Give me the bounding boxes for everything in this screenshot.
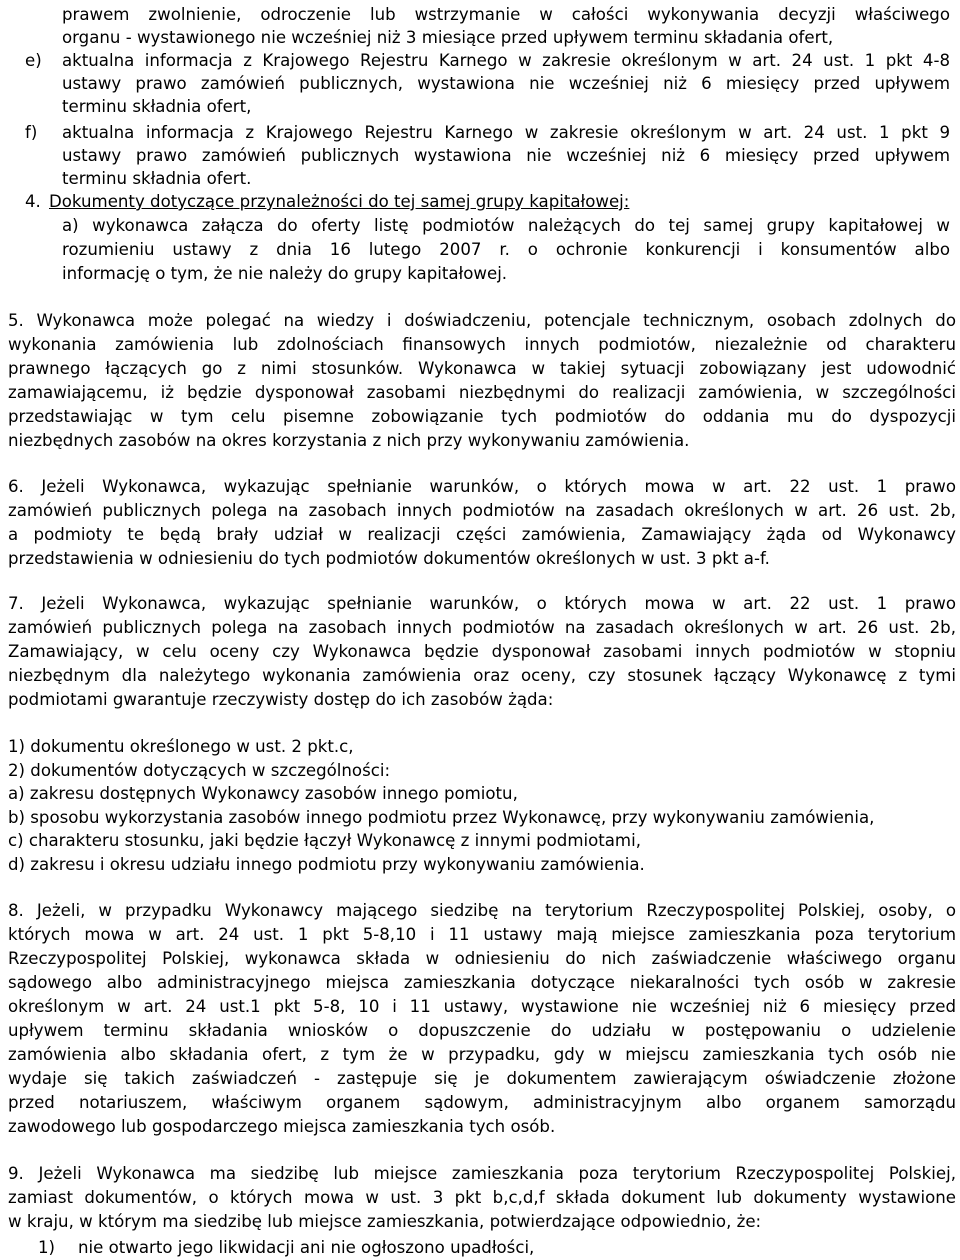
paragraph-line: organu - wystawionego nie wcześniej niż 3 miesiące przed upływem terminu składania ofert,: [62, 28, 834, 47]
paragraph-line: przed notariuszem, właściwym organem sądowym, administracyjnym albo organem samorządu: [8, 1093, 956, 1112]
paragraph-line: 9. Jeżeli Wykonawca ma siedzibę lub miejsce zamieszkania poza terytorium Rzeczypospolitej Polskiej,: [8, 1164, 956, 1183]
paragraph-line: w kraju, w którym ma siedzibę lub miejsce zamieszkania, potwierdzające odpowiednio, że:: [8, 1212, 762, 1231]
list-item: d) zakresu i okresu udziału innego podmiotu przy wykonywaniu zamówienia.: [8, 855, 645, 874]
paragraph-line: ustawy prawo zamówień publicznych, wystawiona nie wcześniej niż 6 miesięcy przed upływem: [62, 74, 950, 93]
paragraph-line: prawem zwolnienie, odroczenie lub wstrzymanie w całości wykonywania decyzji właściwego: [62, 5, 950, 24]
paragraph-line: zamawiającemu, iż będzie dysponował zasobami niezbędnymi do realizacji zamówienia, w szczególności: [8, 383, 956, 402]
paragraph-line: których mowa w art. 24 ust. 1 pkt 5-8,10 i 11 ustawy mają miejsce zamieszkania poza terytorium: [8, 925, 956, 944]
paragraph-line: zamówień publicznych polega na zasobach innych podmiotów na zasadach określonych w art. 26 ust. 2b,: [8, 501, 956, 520]
section-heading: Dokumenty dotyczące przynależności do tej samej grupy kapitałowej:: [49, 192, 630, 211]
paragraph-line: terminu składnia ofert.: [62, 169, 252, 188]
paragraph-line: wykonania zamówienia lub zdolnościach finansowych innych podmiotów, niezależnie od charakteru: [8, 335, 956, 354]
list-marker: f): [25, 123, 38, 142]
paragraph-line: sądowego albo administracyjnego miejsca zamieszkania dotyczące niekaralności tych osób w zakresie: [8, 973, 956, 992]
paragraph-line: określonym w art. 24 ust.1 pkt 5-8, 10 i 11 ustawy, wystawione nie wcześniej niż 6 miesięcy przed: [8, 997, 956, 1016]
paragraph-line: podmiotami gwarantuje rzeczywisty dostęp do ich zasobów żąda:: [8, 690, 554, 709]
paragraph-line: zamiast dokumentów, o których mowa w ust. 3 pkt b,c,d,f składa dokument lub dokumenty wystawione: [8, 1188, 956, 1207]
paragraph-line: 7. Jeżeli Wykonawca, wykazując spełnianie warunków, o których mowa w art. 22 ust. 1 prawo: [8, 594, 956, 613]
paragraph-line: Zamawiający, w celu oceny czy Wykonawca będzie dysponował zasobami innych podmiotów w stopniu: [8, 642, 956, 661]
list-item: a) zakresu dostępnych Wykonawcy zasobów innego pomiotu,: [8, 784, 518, 803]
list-item: 2) dokumentów dotyczących w szczególności:: [8, 761, 391, 780]
paragraph-line: Rzeczypospolitej Polskiej, wykonawca składa w odniesieniu do nich zaświadczenie właściwego organu: [8, 949, 956, 968]
paragraph-line: niezbędnym dla należytego wykonania zamówienia oraz oceny, czy stosunek łączący Wykonawcę z tymi: [8, 666, 956, 685]
paragraph-line: 5. Wykonawca może polegać na wiedzy i doświadczeniu, potencjale technicznym, osobach zdolnych do: [8, 311, 956, 330]
paragraph-line: 8. Jeżeli, w przypadku Wykonawcy mającego siedzibę na terytorium Rzeczypospolitej Polskiej, osoby, o: [8, 901, 956, 920]
list-item: b) sposobu wykorzystania zasobów innego podmiotu przez Wykonawcę, przy wykonywaniu zamówienia,: [8, 808, 875, 827]
list-marker: 1): [38, 1238, 56, 1257]
paragraph-line: niezbędnych zasobów na okres korzystania z nich przy wykonywaniu zamówienia.: [8, 431, 690, 450]
paragraph-line: informację o tym, że nie należy do grupy kapitałowej.: [62, 264, 508, 283]
paragraph-line: przedstawiając w tym celu pisemne zobowiązanie tych podmiotów do oddania mu do dyspozycji: [8, 407, 956, 426]
paragraph-line: a podmioty te będą brały udział w realizacji części zamówienia, Zamawiający żąda od Wykonawcy: [8, 525, 956, 544]
list-item: c) charakteru stosunku, jaki będzie łączył Wykonawcę z innymi podmiotami,: [8, 831, 641, 850]
paragraph-line: ustawy prawo zamówień publicznych wystawiona nie wcześniej niż 6 miesięcy przed upływem: [62, 146, 950, 165]
list-item: nie otwarto jego likwidacji ani nie ogłoszono upadłości,: [78, 1238, 535, 1257]
paragraph-line: prawnego łączących go z nimi stosunków. Wykonawca w takiej sytuacji zobowiązany jest udowodnić: [8, 359, 956, 378]
paragraph-line: przedstawienia w odniesieniu do tych podmiotów dokumentów określonych w ust. 3 pkt a-f.: [8, 549, 770, 568]
paragraph-line: a) wykonawca załącza do oferty listę podmiotów należących do tej samej grupy kapitałowej w: [62, 216, 950, 235]
paragraph-line: upływem terminu składania wniosków o dopuszczenie do udziału w postępowaniu o udzielenie: [8, 1021, 956, 1040]
paragraph-line: aktualna informacja z Krajowego Rejestru Karnego w zakresie określonym w art. 24 ust. 1 pkt 9: [62, 123, 950, 142]
list-marker: e): [25, 51, 42, 70]
paragraph-line: zawodowego lub gospodarczego miejsca zamieszkania tych osób.: [8, 1117, 556, 1136]
paragraph-line: aktualna informacja z Krajowego Rejestru Karnego w zakresie określonym w art. 24 ust. 1 pkt 4-8: [62, 51, 950, 70]
paragraph-line: zamówienia albo składania ofert, z tym że w przypadku, gdy w miejscu zamieszkania tych osób nie: [8, 1045, 956, 1064]
paragraph-line: wydaje się takich zaświadczeń - zastępuje się je dokumentem zawierającym oświadczenie złożone: [8, 1069, 956, 1088]
paragraph-line: rozumieniu ustawy z dnia 16 lutego 2007 r. o ochronie konkurencji i konsumentów albo: [62, 240, 950, 259]
section-number: 4.: [25, 192, 41, 211]
list-item: 1) dokumentu określonego w ust. 2 pkt.c,: [8, 737, 354, 756]
paragraph-line: 6. Jeżeli Wykonawca, wykazując spełnianie warunków, o których mowa w art. 22 ust. 1 prawo: [8, 477, 956, 496]
paragraph-line: zamówień publicznych polega na zasobach innych podmiotów na zasadach określonych w art. 26 ust. 2b,: [8, 618, 956, 637]
paragraph-line: terminu składnia ofert,: [62, 97, 252, 116]
